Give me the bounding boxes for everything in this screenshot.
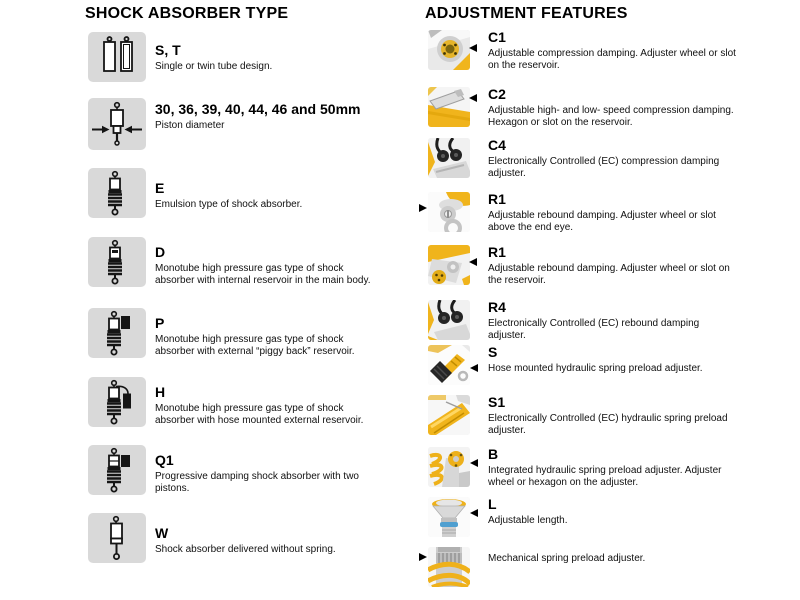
rebound-adjuster-end-eye-photo (428, 192, 470, 232)
pointer-arrow-icon (419, 204, 427, 212)
feature-description: Adjustable rebound damping. Adjuster wheel or slot on the reservoir. (488, 262, 730, 287)
type-item-w (85, 513, 390, 571)
type-item-q1 (85, 445, 390, 503)
ec-preload-adjuster-photo (428, 395, 470, 435)
feature-description: Electronically Controlled (EC) hydraulic spring preload adjuster. (488, 412, 728, 437)
type-description: Single or twin tube design. (155, 60, 273, 72)
hose-preload-adjuster-photo (428, 345, 470, 385)
feature-code: R1 (488, 191, 506, 207)
feature-code: R4 (488, 299, 506, 315)
pointer-arrow-icon (470, 364, 478, 372)
type-code: P (155, 315, 165, 331)
feature-item-r1-reservoir (425, 244, 730, 297)
type-description: Emulsion type of shock absorber. (155, 198, 303, 210)
adjustment-features-title: ADJUSTMENT FEATURES (425, 5, 628, 22)
feature-description: Adjustable high- and low- speed compression damping. Hexagon or slot on the reservoir. (488, 104, 734, 129)
high-low-compression-adjuster-photo (428, 87, 470, 127)
type-item-st (85, 32, 390, 90)
type-code: 30, 36, 39, 40, 44, 46 and 50mm (155, 101, 361, 117)
monotube-internal-reservoir-diagram-icon (88, 237, 146, 287)
type-code: E (155, 180, 165, 196)
ec-compression-adjuster-photo (428, 138, 470, 178)
type-description: Monotube high pressure gas type of shock absorber with external “piggy back” reservoir. (155, 333, 355, 358)
type-code: D (155, 244, 166, 260)
feature-description: Electronically Controlled (EC) compression damping adjuster. (488, 155, 720, 180)
feature-item-c4 (425, 138, 725, 190)
type-description: Monotube high pressure gas type of shock absorber with internal reservoir in the main body. (155, 262, 371, 287)
progressive-two-piston-diagram-icon (88, 445, 146, 495)
type-code: Q1 (155, 452, 174, 468)
type-item-d (85, 237, 390, 295)
pointer-arrow-icon (470, 509, 478, 517)
feature-description: Adjustable length. (488, 514, 568, 526)
type-item-p (85, 308, 390, 366)
without-spring-diagram-icon (88, 513, 146, 563)
feature-description: Mechanical spring preload adjuster. (488, 553, 646, 564)
type-description: Progressive damping shock absorber with two pistons. (155, 470, 359, 495)
emulsion-shock-diagram-icon (88, 168, 146, 218)
feature-item-b (425, 447, 725, 499)
feature-item-c1 (425, 29, 736, 82)
feature-item-r1-end-eye (425, 192, 725, 244)
feature-code: B (488, 446, 499, 462)
type-description: Piston diameter (155, 119, 225, 131)
feature-code: S1 (488, 394, 506, 410)
pointer-arrow-icon (470, 459, 478, 467)
pointer-arrow-icon (469, 94, 477, 102)
pointer-arrow-icon (419, 553, 427, 561)
feature-description: Adjustable compression damping. Adjuster wheel or slot on the reservoir. (488, 47, 736, 72)
type-description: Monotube high pressure gas type of shock absorber with hose mounted external reservoir. (155, 402, 364, 427)
type-code: H (155, 384, 166, 400)
feature-code: R1 (488, 244, 506, 260)
feature-item-l (425, 497, 725, 549)
twin-tube-diagram-icon (88, 32, 146, 82)
type-item-diameters (85, 98, 390, 156)
shock-absorber-type-title: SHOCK ABSORBER TYPE (85, 5, 289, 22)
feature-description: Integrated hydraulic spring preload adjuster. Adjuster wheel or hexagon on the adjuster. (488, 464, 722, 489)
feature-item-c2 (425, 86, 734, 139)
feature-code: S (488, 344, 498, 360)
feature-code: C4 (488, 137, 506, 153)
integrated-preload-adjuster-photo (428, 447, 470, 487)
type-code: S, T (155, 42, 181, 58)
feature-description: Electronically Controlled (EC) rebound damping adjuster. (488, 317, 700, 342)
feature-item-s (425, 345, 725, 397)
feature-description: Adjustable rebound damping. Adjuster wheel or slot above the end eye. (488, 209, 716, 234)
type-description: Shock absorber delivered without spring. (155, 543, 336, 555)
ec-rebound-adjuster-photo (428, 300, 470, 340)
type-code: W (155, 525, 169, 541)
piston-diameter-diagram-icon (88, 98, 146, 150)
pointer-arrow-icon (469, 44, 477, 52)
adjustable-length-photo (428, 497, 470, 537)
piggyback-reservoir-diagram-icon (88, 308, 146, 358)
compression-adjuster-photo (428, 30, 470, 70)
feature-code: C1 (488, 29, 506, 45)
feature-code: L (488, 496, 497, 512)
mechanical-preload-adjuster-photo (428, 547, 470, 587)
feature-item-s1 (425, 394, 728, 447)
rebound-adjuster-reservoir-photo (428, 245, 470, 285)
type-item-e (85, 168, 390, 226)
feature-code: C2 (488, 86, 506, 102)
feature-description: Hose mounted hydraulic spring preload adjuster. (488, 362, 703, 374)
type-item-h (85, 377, 390, 435)
pointer-arrow-icon (469, 258, 477, 266)
hose-mounted-reservoir-diagram-icon (88, 377, 146, 427)
feature-item-mechanical-preload (425, 547, 725, 599)
